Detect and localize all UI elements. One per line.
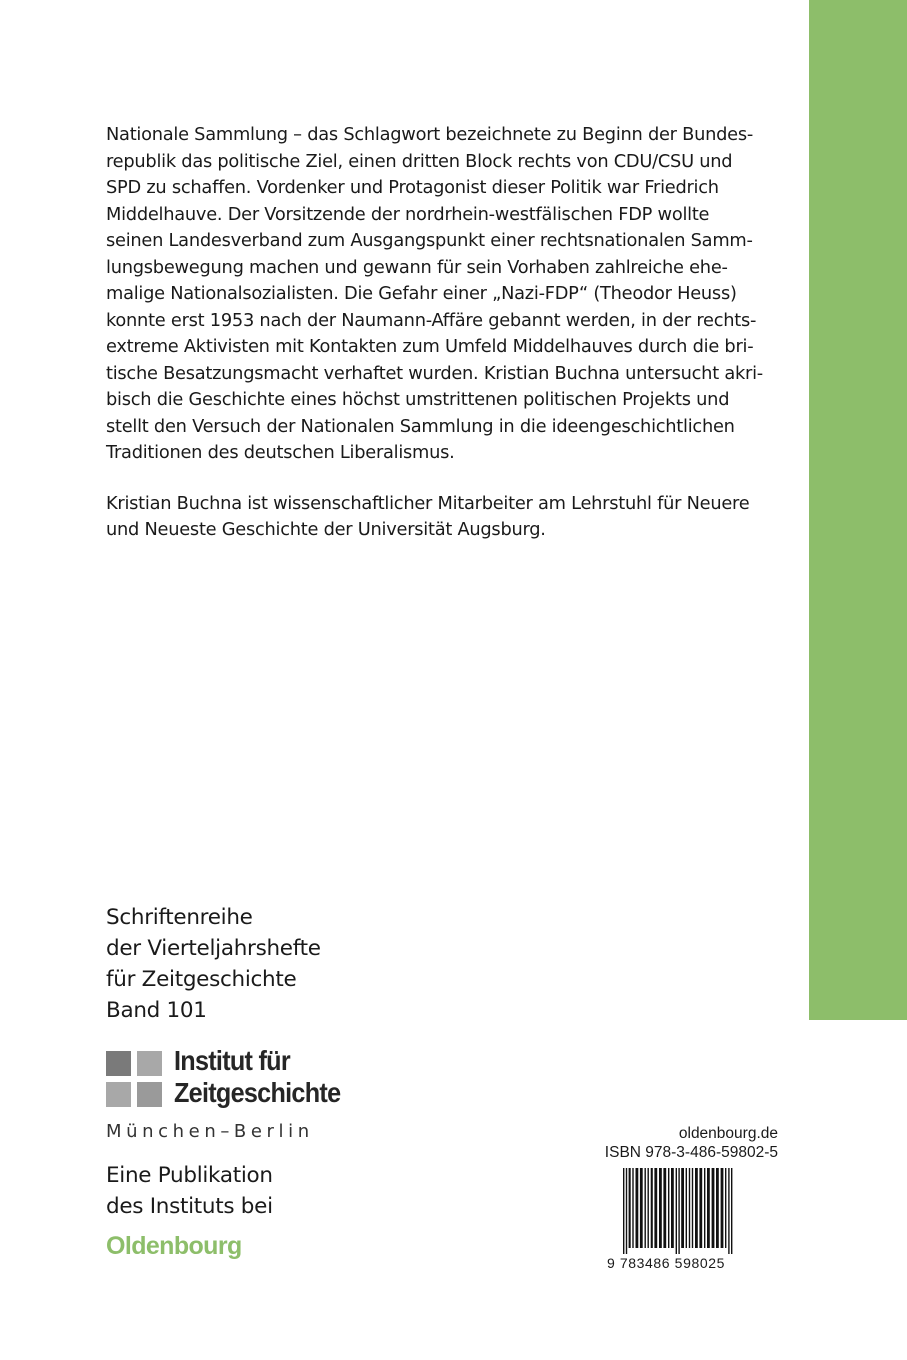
barcode-bar [689, 1168, 690, 1248]
barcode [607, 1166, 779, 1274]
author-bio-line: und Neueste Geschichte der Universität Augsburg. [106, 519, 546, 540]
ean13-barcode-icon [607, 1166, 779, 1256]
barcode-bar [629, 1168, 631, 1248]
series-volume: Band 101 [106, 998, 207, 1023]
barcode-bar [648, 1168, 649, 1248]
barcode-bar [623, 1168, 624, 1254]
blurb-line: Middelhauve. Der Vorsitzende der nordrhein-westfälischen FDP wollte [106, 203, 710, 225]
isbn: ISBN 978-3-486-59802-5 [604, 1144, 778, 1161]
blurb-line: Nationale Sammlung – das Schlagwort bezeichnete zu Beginn der Bundes- [106, 124, 754, 145]
barcode-bar [721, 1168, 724, 1248]
barcode-bar [686, 1168, 687, 1248]
series-line: Schriftenreihe [106, 905, 253, 930]
barcode-bar [695, 1168, 698, 1248]
series-title [106, 902, 321, 1026]
blurb-line: tische Besatzungsmacht verhaftet wurden. Kristian Buchna untersucht akri- [106, 362, 763, 384]
blurb-line: malige Nationalsozialisten. Die Gefahr einer „Nazi-FDP“ (Theodor Heuss) [106, 283, 737, 304]
blurb-line: extreme Aktivisten mit Kontakten zum Umfeld Middelhauves durch die bri- [106, 336, 754, 357]
barcode-digits: 9 783486 598025 [607, 1255, 725, 1271]
barcode-bar [699, 1168, 702, 1248]
barcode-bar [676, 1168, 677, 1254]
barcode-bar [626, 1168, 627, 1254]
institute-cities: München–Berlin [106, 1121, 314, 1142]
imprint [605, 1124, 778, 1162]
institute-logo [106, 1045, 366, 1146]
blurb-line: bisch die Geschichte eines höchst umstrittenen politischen Projekts und [106, 389, 730, 410]
institute-name-line: Institut für [174, 1045, 290, 1076]
barcode-bar [645, 1168, 646, 1248]
barcode-bar [640, 1168, 643, 1248]
green-spine-bar [809, 0, 907, 1020]
barcode-bar [704, 1168, 705, 1248]
barcode-bar [728, 1168, 729, 1254]
publication-note-line: des Instituts bei [106, 1194, 273, 1219]
barcode-bar [731, 1168, 732, 1254]
publisher-logo: Oldenbourg [106, 1232, 242, 1260]
barcode-bar [712, 1168, 715, 1248]
blurb-line: Traditionen des deutschen Liberalismus. [106, 442, 455, 463]
barcode-bar [659, 1168, 662, 1248]
institute-name-line: Zeitgeschichte [174, 1077, 341, 1108]
barcode-bar [678, 1168, 679, 1254]
blurb-line: stellt den Versuch der Nationalen Sammlung in die ideengeschichtlichen [106, 415, 735, 437]
barcode-bar [692, 1168, 693, 1248]
series-line: der Vierteljahrshefte [106, 936, 321, 961]
barcode-bar [668, 1168, 669, 1248]
publisher-website: oldenbourg.de [678, 1125, 778, 1142]
barcode-bar [663, 1168, 666, 1248]
institute-name [174, 1045, 340, 1109]
author-bio [106, 491, 806, 544]
barcode-bar [671, 1168, 674, 1248]
institute-squares-icon [106, 1051, 162, 1109]
blurb-line: seinen Landesverband zum Ausgangspunkt einer rechtsnationalen Samm- [106, 230, 753, 251]
blurb-line: konnte erst 1953 nach der Naumann-Affäre gebannt werden, in der rechts- [106, 309, 757, 331]
barcode-bar [716, 1168, 719, 1248]
blurb-line: SPD zu schaffen. Vordenker und Protagonist dieser Politik war Friedrich [106, 177, 719, 198]
barcode-bar [725, 1168, 726, 1248]
blurb-line: republik das politische Ziel, einen dritten Block rechts von CDU/CSU und [106, 150, 733, 172]
blurb-line: lungsbewegung machen und gewann für sein Vorhaben zahlreiche ehe- [106, 256, 728, 278]
blurb-paragraph [106, 122, 806, 467]
author-bio-line: Kristian Buchna ist wissenschaftlicher Mitarbeiter am Lehrstuhl für Neuere [106, 492, 750, 514]
publication-note-line: Eine Publikation [106, 1163, 273, 1188]
barcode-bar [632, 1168, 633, 1248]
series-line: für Zeitgeschichte [106, 967, 297, 992]
publication-note [106, 1160, 273, 1222]
barcode-bar [651, 1168, 653, 1248]
barcode-bar [707, 1168, 710, 1248]
barcode-bar [636, 1168, 639, 1248]
back-cover-blurb [106, 122, 806, 544]
barcode-bar [681, 1168, 684, 1248]
barcode-bar [654, 1168, 657, 1248]
